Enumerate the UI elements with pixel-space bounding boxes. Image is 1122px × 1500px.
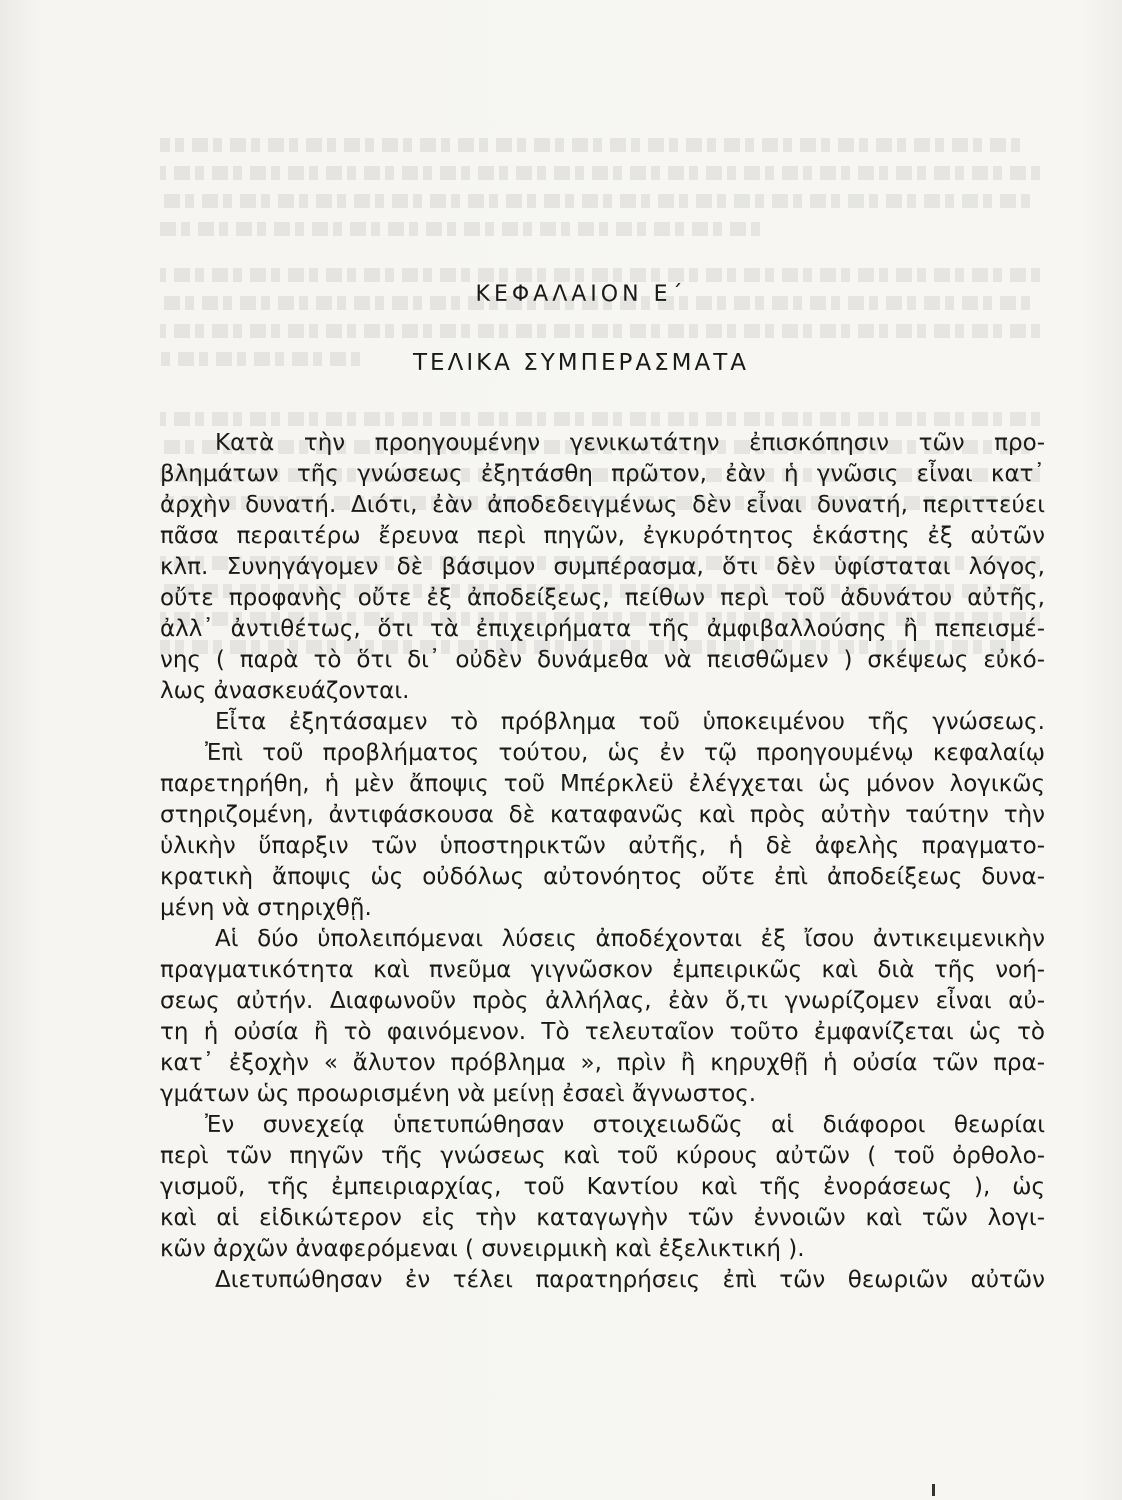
- text-line: πᾶσα περαιτέρω ἔρευνα περὶ πηγῶν, ἐγκυρότητος ἑκάστης ἐξ αὐτῶν: [160, 523, 1045, 549]
- text-line: οὔτε προφανὴς οὔτε ἐξ ἀποδείξεως, πείθων περὶ τοῦ ἀδυνάτου αὐτῆς,: [160, 585, 1045, 611]
- text-line: τη ἡ οὐσία ἢ τὸ φαινόμενον. Τὸ τελευταῖον τοῦτο ἐμφανίζεται ὡς τὸ: [160, 1019, 1045, 1045]
- text-line: σεως αὐτήν. Διαφωνοῦν πρὸς ἀλλήλας, ἐὰν ὅ,τι γνωρίζομεν εἶναι αὐ-: [160, 988, 1045, 1014]
- text-line: Διετυπώθησαν ἐν τέλει παρατηρήσεις ἐπὶ τῶν θεωριῶν αὐτῶν: [215, 1267, 1045, 1293]
- text-line: γμάτων ὡς προωρισμένη νὰ μείνῃ ἐσαεὶ ἄγνωστος.: [160, 1081, 757, 1107]
- scan-mark: [932, 1484, 935, 1496]
- text-line: κλπ. Συνηγάγομεν δὲ βάσιμον συμπέρασμα, ὅτι δὲν ὑφίσταται λόγος,: [160, 554, 1045, 580]
- body-text: [160, 428, 1045, 1296]
- text-line: παρετηρήθη, ἡ μὲν ἄποψις τοῦ Μπέρκλεϋ ἐλέγχεται ὡς μόνον λογικῶς: [160, 771, 1045, 797]
- text-line: Κατὰ τὴν προηγουμένην γενικωτάτην ἐπισκόπησιν τῶν προ-: [215, 430, 1045, 456]
- text-line: Αἱ δύο ὑπολειπόμεναι λύσεις ἀποδέχονται ἐξ ἴσου ἀντικειμενικὴν: [215, 926, 1045, 952]
- text-line: νης ( παρὰ τὸ ὅτι δι᾽ οὐδὲν δυνάμεθα νὰ πεισθῶμεν ) σκέψεως εὐκό-: [160, 647, 1045, 673]
- text-line: μένη νὰ στηριχθῇ.: [160, 895, 372, 921]
- text-line: καὶ αἱ εἰδικώτερον εἰς τὴν καταγωγὴν τῶν ἐννοιῶν καὶ τῶν λογι-: [160, 1205, 1045, 1231]
- chapter-label: ΚΕΦΑΛΑΙΟΝ Ε΄: [475, 282, 687, 307]
- chapter-title: ΤΕΛΙΚΑ ΣΥΜΠΕΡΑΣΜΑΤΑ: [413, 350, 749, 376]
- text-line: ὑλικὴν ὕπαρξιν τῶν ὑποστηρικτῶν αὐτῆς, ἡ δὲ ἀφελὴς πραγματο-: [160, 833, 1045, 859]
- text-line: κῶν ἀρχῶν ἀναφερόμεναι ( συνειρμικὴ καὶ ἐξελικτική ).: [160, 1236, 805, 1262]
- text-line: περὶ τῶν πηγῶν τῆς γνώσεως καὶ τοῦ κύρους αὐτῶν ( τοῦ ὀρθολο-: [160, 1143, 1045, 1169]
- text-line: γισμοῦ, τῆς ἐμπειριαρχίας, τοῦ Καντίου καὶ τῆς ἐνοράσεως ), ὡς: [160, 1174, 1045, 1200]
- text-line: στηριζομένη, ἀντιφάσκουσα δὲ καταφανῶς καὶ πρὸς αὐτὴν ταύτην τὴν: [160, 802, 1045, 828]
- text-line: κρατικὴ ἄποψις ὡς οὐδόλως αὐτονόητος οὔτε ἐπὶ ἀποδείξεως δυνα-: [160, 864, 1045, 890]
- text-line: Εἶτα ἐξητάσαμεν τὸ πρόβλημα τοῦ ὑποκειμένου τῆς γνώσεως.: [215, 709, 1045, 735]
- text-line: ἀλλ᾽ ἀντιθέτως, ὅτι τὰ ἐπιχειρήματα τῆς ἀμφιβαλλούσης ἢ πεπεισμέ-: [160, 616, 1045, 642]
- text-line: κατ᾽ ἐξοχὴν « ἄλυτον πρόβλημα », πρὶν ἢ κηρυχθῇ ἡ οὐσία τῶν πρα-: [160, 1050, 1045, 1076]
- text-line: ἀρχὴν δυνατή. Διότι, ἐὰν ἀποδεδειγμένως δὲν εἶναι δυνατή, περιττεύει: [160, 492, 1045, 518]
- text-line: Ἐπὶ τοῦ προβλήματος τούτου, ὡς ἐν τῷ προηγουμένῳ κεφαλαίῳ: [205, 740, 1045, 766]
- text-line: βλημάτων τῆς γνώσεως ἐξητάσθη πρῶτον, ἐὰν ἡ γνῶσις εἶναι κατ᾽: [160, 461, 1045, 487]
- text-line: Ἐν συνεχείᾳ ὑπετυπώθησαν στοιχειωδῶς αἱ διάφοροι θεωρίαι: [205, 1112, 1045, 1138]
- text-line: λως ἀνασκευάζονται.: [160, 678, 410, 704]
- text-line: πραγματικότητα καὶ πνεῦμα γιγνῶσκον ἐμπειρικῶς καὶ διὰ τῆς νοή-: [160, 957, 1045, 983]
